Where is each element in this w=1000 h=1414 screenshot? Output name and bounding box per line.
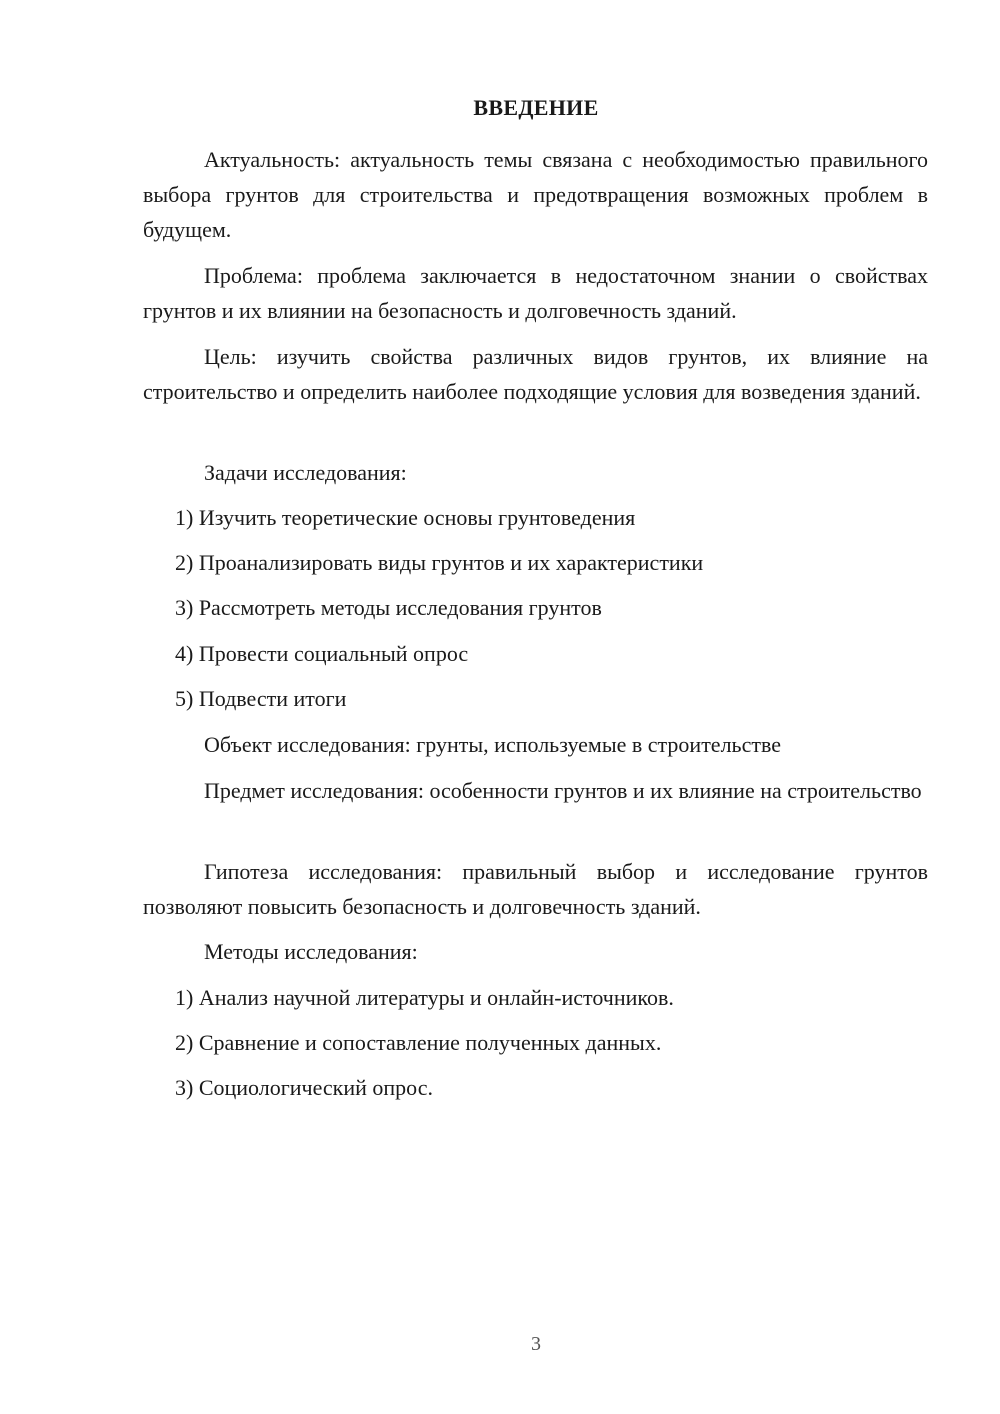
task-item: 1) Изучить теоретические основы грунтоведения [175,505,636,530]
method-item: 3) Социологический опрос. [175,1075,433,1100]
page-title: ВВЕДЕНИЕ [473,95,599,120]
relevance-paragraph: Актуальность: актуальность темы связана с необходимостью правильного выбора грунтов для строительства и предотвращения возможных проблем в будущем. [143,147,928,242]
methods-heading: Методы исследования: [204,939,418,964]
tasks-heading: Задачи исследования: [204,460,407,485]
method-item: 2) Сравнение и сопоставление полученных данных. [175,1030,662,1055]
goal-paragraph: Цель: изучить свойства различных видов грунтов, их влияние на строительство и определить наиболее подходящие условия для возведения зданий. [143,344,928,404]
hypothesis-paragraph: Гипотеза исследования: правильный выбор и исследование грунтов позволяют повысить безопасность и долговечность зданий. [143,859,928,919]
page-number: 3 [531,1333,541,1355]
problem-paragraph: Проблема: проблема заключается в недостаточном знании о свойствах грунтов и их влиянии на безопасность и долговечность зданий. [143,263,928,323]
object-paragraph: Объект исследования: грунты, используемые в строительстве [204,732,781,757]
task-item: 4) Провести социальный опрос [175,641,469,666]
subject-paragraph: Предмет исследования: особенности грунтов и их влияние на строительство [204,778,922,803]
task-item: 2) Проанализировать виды грунтов и их характеристики [175,550,704,575]
method-item: 1) Анализ научной литературы и онлайн-источников. [175,985,674,1010]
task-item: 3) Рассмотреть методы исследования грунтов [175,595,602,620]
task-item: 5) Подвести итоги [175,686,347,711]
